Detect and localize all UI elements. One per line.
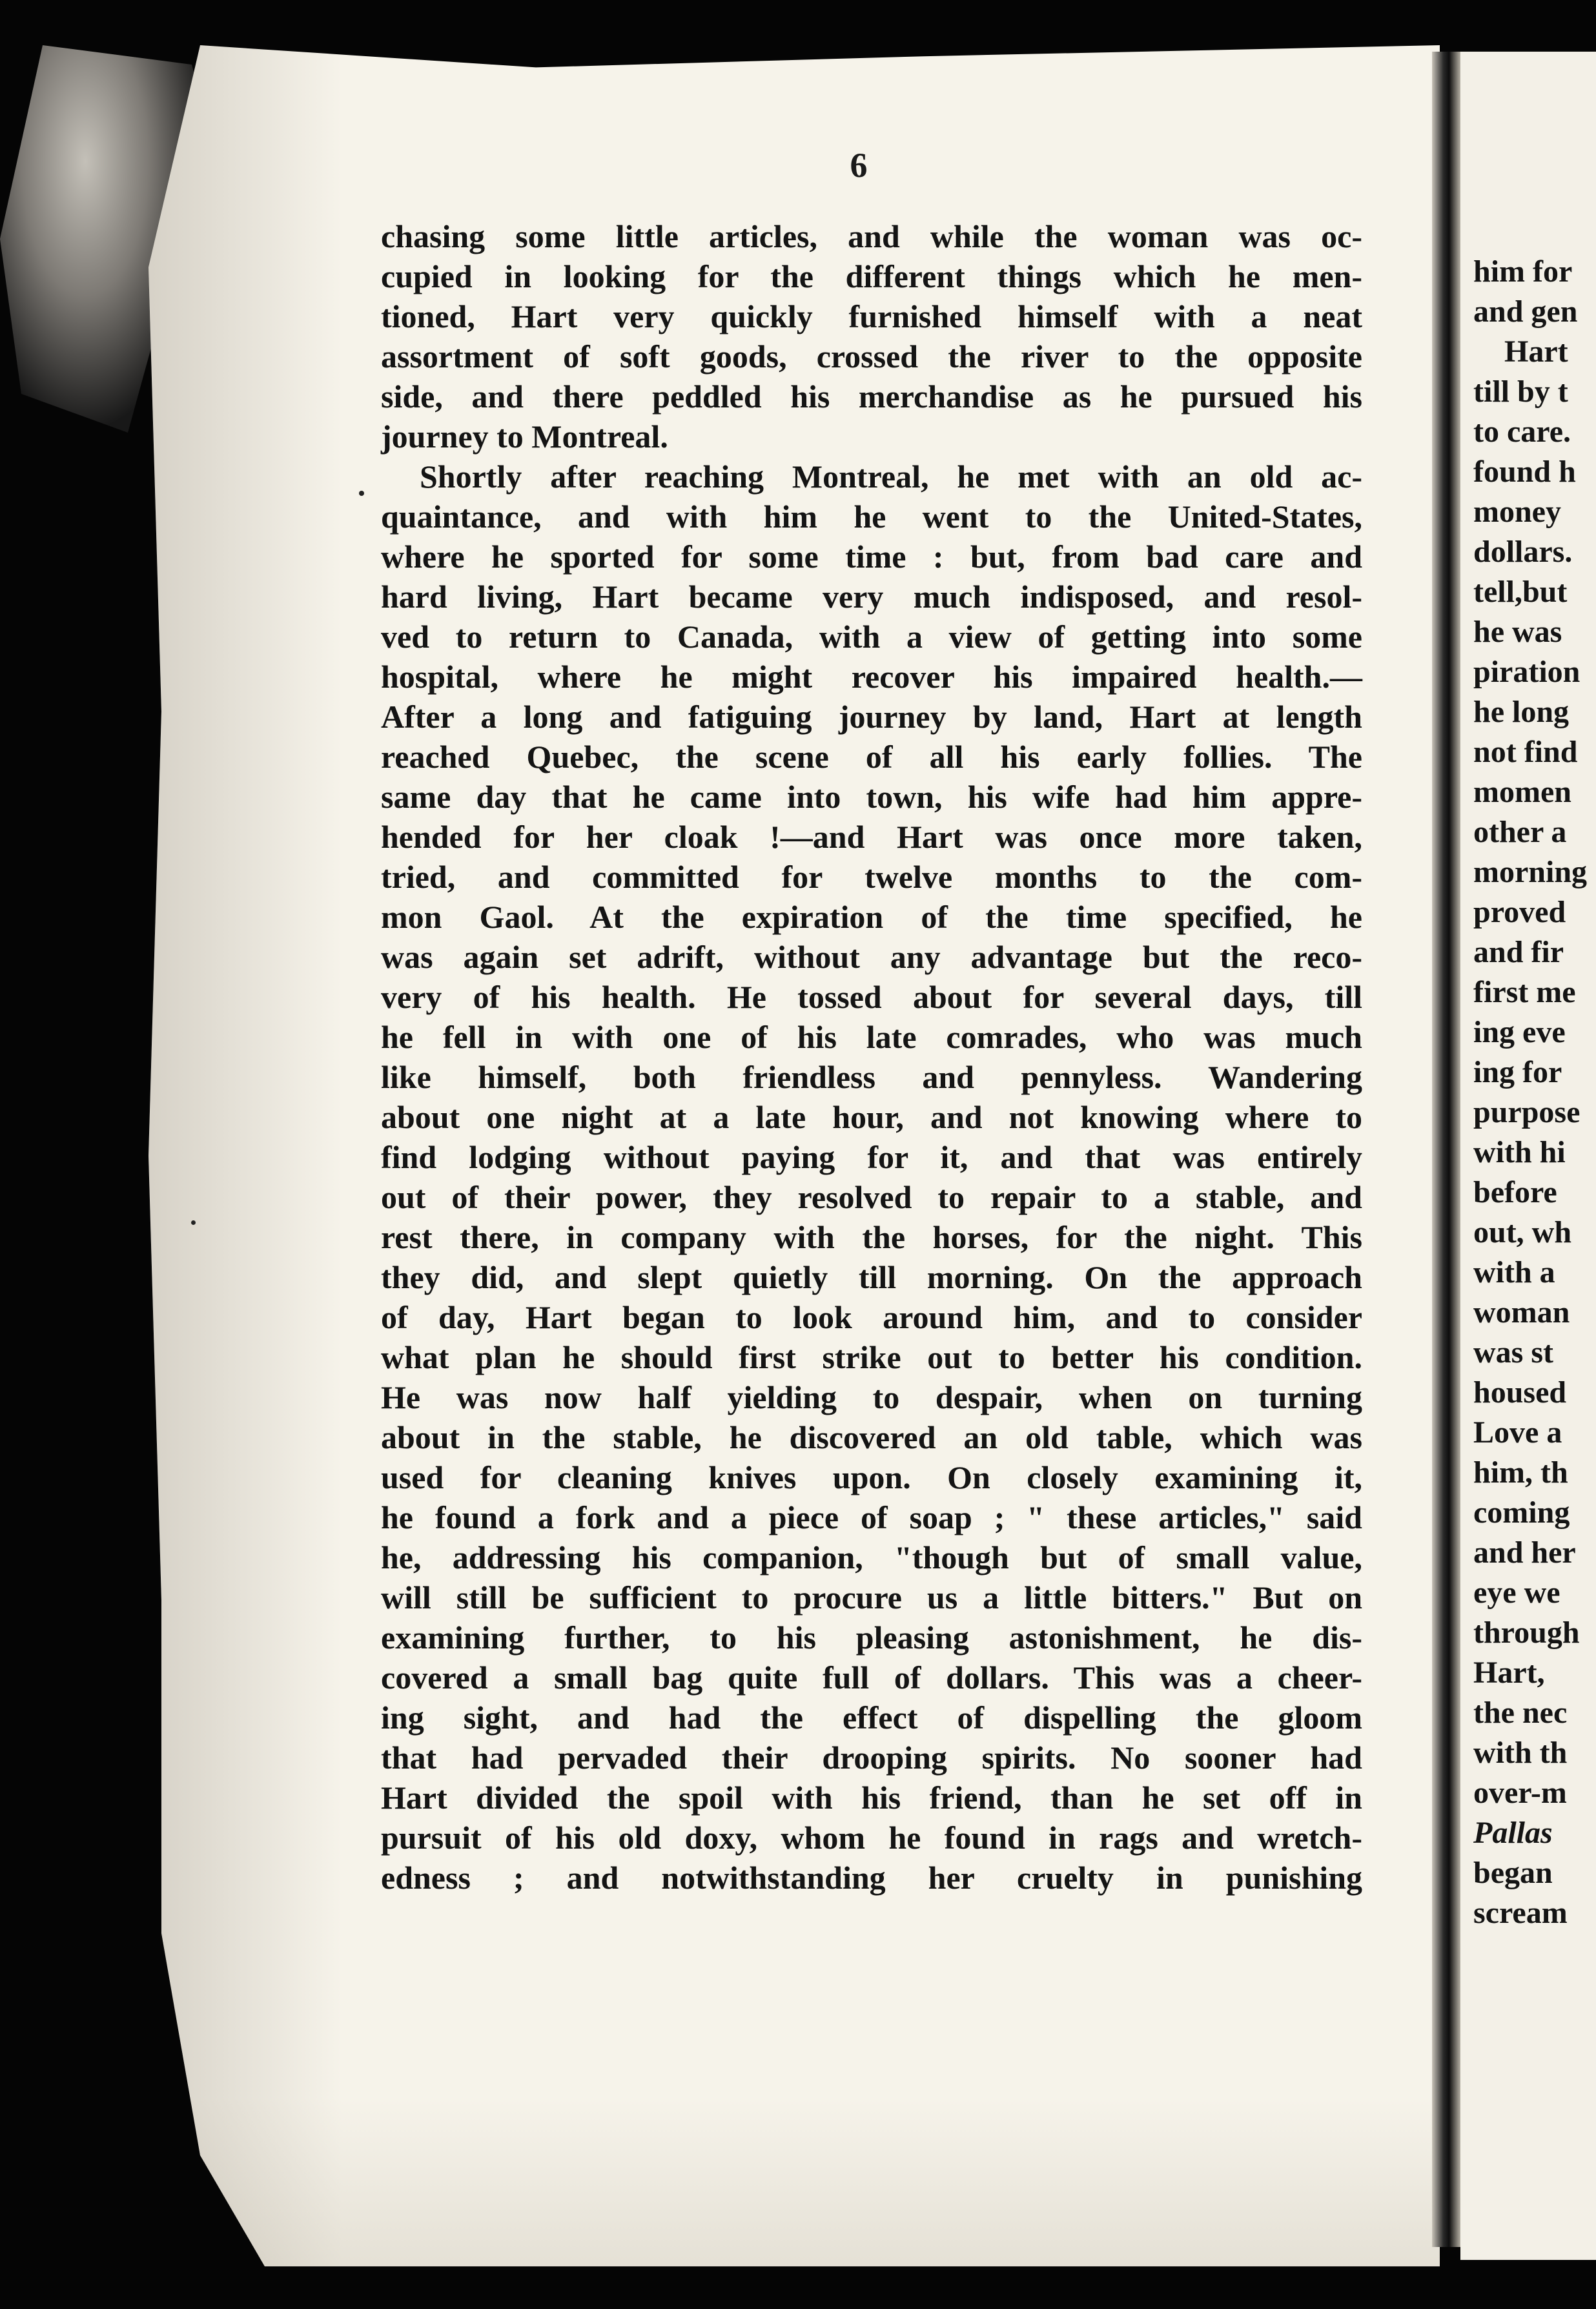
- text-line: Pallas: [1473, 1816, 1553, 1850]
- text-line: like himself, both friendless and pennyless. Wandering: [381, 1059, 1362, 1095]
- ink-speck: [359, 491, 364, 496]
- text-line: very of his health. He tossed about for several days, till: [381, 979, 1362, 1015]
- book-gutter: [1432, 52, 1460, 2247]
- text-line: coming: [1473, 1495, 1570, 1530]
- text-line: about in the stable, he discovered an old table, which was: [381, 1419, 1362, 1455]
- text-line: and gen: [1473, 294, 1578, 329]
- text-line: Hart,: [1473, 1656, 1545, 1690]
- text-line: before: [1473, 1175, 1557, 1209]
- text-line: with th: [1473, 1736, 1568, 1770]
- text-line: found h: [1473, 455, 1576, 489]
- text-line: they did, and slept quietly till morning. On the approach: [381, 1259, 1362, 1295]
- text-line: first me: [1473, 975, 1576, 1009]
- page-number: 6: [850, 146, 868, 185]
- text-line: piration: [1473, 655, 1581, 689]
- text-line: was again set adrift, without any advantage but the reco-: [381, 939, 1362, 975]
- text-line: over-m: [1473, 1776, 1567, 1810]
- left-page-text: [381, 216, 1362, 1898]
- text-line: that had pervaded their drooping spirits. No sooner had: [381, 1739, 1362, 1776]
- text-line: tioned, Hart very quickly furnished himself with a neat: [381, 298, 1362, 334]
- text-line: He was now half yielding to despair, when on turning: [381, 1379, 1362, 1415]
- text-line: hended for her cloak !—and Hart was once more taken,: [381, 819, 1362, 855]
- text-line: of day, Hart began to look around him, and to consider: [381, 1299, 1362, 1335]
- text-line: what plan he should first strike out to better his condition.: [381, 1339, 1362, 1375]
- text-line: out of their power, they resolved to repair to a stable, and: [381, 1179, 1362, 1215]
- text-line: was st: [1473, 1335, 1554, 1370]
- text-line: ing eve: [1473, 1015, 1566, 1049]
- text-line: assortment of soft goods, crossed the river to the opposite: [381, 338, 1362, 375]
- text-line: him for: [1473, 254, 1573, 289]
- text-line: Love a: [1473, 1415, 1562, 1450]
- text-line: other a: [1473, 815, 1567, 849]
- text-line: where he sported for some time : but, from bad care and: [381, 539, 1362, 575]
- text-line: till by t: [1473, 375, 1568, 409]
- text-line: housed: [1473, 1375, 1567, 1410]
- text-line: purpose: [1473, 1095, 1581, 1129]
- text-line: examining further, to his pleasing astonishment, he dis-: [381, 1619, 1362, 1656]
- text-line: through: [1473, 1616, 1580, 1650]
- text-line: Shortly after reaching Montreal, he met with an old ac-: [420, 458, 1362, 495]
- text-line: rest there, in company with the horses, for the night. This: [381, 1219, 1362, 1255]
- text-line: dollars.: [1473, 535, 1573, 569]
- text-line: he, addressing his companion, "though but of small value,: [381, 1539, 1362, 1575]
- text-line: with a: [1473, 1255, 1555, 1289]
- text-line: pursuit of his old doxy, whom he found in rags and wretch-: [381, 1820, 1362, 1856]
- text-line: ing for: [1473, 1055, 1562, 1089]
- text-line: with hi: [1473, 1135, 1566, 1169]
- text-line: side, and there peddled his merchandise as he pursued his: [381, 378, 1362, 415]
- text-line: ved to return to Canada, with a view of getting into some: [381, 619, 1362, 655]
- text-line: used for cleaning knives upon. On closely examining it,: [381, 1459, 1362, 1495]
- text-line: quaintance, and with him he went to the United-States,: [381, 498, 1362, 535]
- text-line: not find: [1473, 735, 1578, 769]
- text-line: covered a small bag quite full of dollars. This was a cheer-: [381, 1659, 1362, 1696]
- text-line: money: [1473, 495, 1561, 529]
- text-line: mon Gaol. At the expiration of the time specified, he: [381, 899, 1362, 935]
- text-line: he found a fork and a piece of soap ; " these articles," said: [381, 1499, 1362, 1535]
- text-line: hospital, where he might recover his impaired health.—: [381, 659, 1362, 695]
- text-line: the nec: [1473, 1696, 1568, 1730]
- ink-speck: [191, 1220, 196, 1225]
- text-line: After a long and fatiguing journey by land, Hart at length: [381, 699, 1362, 735]
- text-line: scream: [1473, 1896, 1568, 1930]
- text-line: will still be sufficient to procure us a little bitters." But on: [381, 1579, 1362, 1616]
- text-line: out, wh: [1473, 1215, 1572, 1249]
- text-line: began: [1473, 1856, 1553, 1890]
- right-page-text: [1473, 252, 1596, 1933]
- text-line: about one night at a late hour, and not knowing where to: [381, 1099, 1362, 1135]
- text-line: tell,but: [1473, 575, 1568, 609]
- text-line: Hart: [1504, 334, 1568, 369]
- text-line: hard living, Hart became very much indisposed, and resol-: [381, 579, 1362, 615]
- page-edge-stain: [148, 45, 342, 2266]
- text-line: edness ; and notwithstanding her cruelty in punishing: [381, 1860, 1362, 1896]
- text-line: chasing some little articles, and while the woman was oc-: [381, 218, 1362, 254]
- text-line: momen: [1473, 775, 1571, 809]
- text-line: he was: [1473, 615, 1562, 649]
- text-line: he long: [1473, 695, 1570, 729]
- text-line: to care.: [1473, 415, 1571, 449]
- text-line: ing sight, and had the effect of dispelling the gloom: [381, 1699, 1362, 1736]
- text-line: cupied in looking for the different things which he men-: [381, 258, 1362, 294]
- text-line: him, th: [1473, 1455, 1568, 1490]
- text-line: and her: [1473, 1535, 1576, 1570]
- text-line: morning: [1473, 855, 1588, 889]
- text-line: eye we: [1473, 1575, 1560, 1610]
- text-line: tried, and committed for twelve months to the com-: [381, 859, 1362, 895]
- page-bottom-stain: [148, 2099, 1440, 2266]
- text-line: Hart divided the spoil with his friend, than he set off in: [381, 1780, 1362, 1816]
- text-line: proved: [1473, 895, 1566, 929]
- text-line: he fell in with one of his late comrades, who was much: [381, 1019, 1362, 1055]
- text-line: woman: [1473, 1295, 1570, 1329]
- text-line: journey to Montreal.: [381, 418, 668, 455]
- text-line: same day that he came into town, his wife had him appre-: [381, 779, 1362, 815]
- text-line: reached Quebec, the scene of all his early follies. The: [381, 739, 1362, 775]
- text-line: and fir: [1473, 935, 1564, 969]
- text-line: find lodging without paying for it, and that was entirely: [381, 1139, 1362, 1175]
